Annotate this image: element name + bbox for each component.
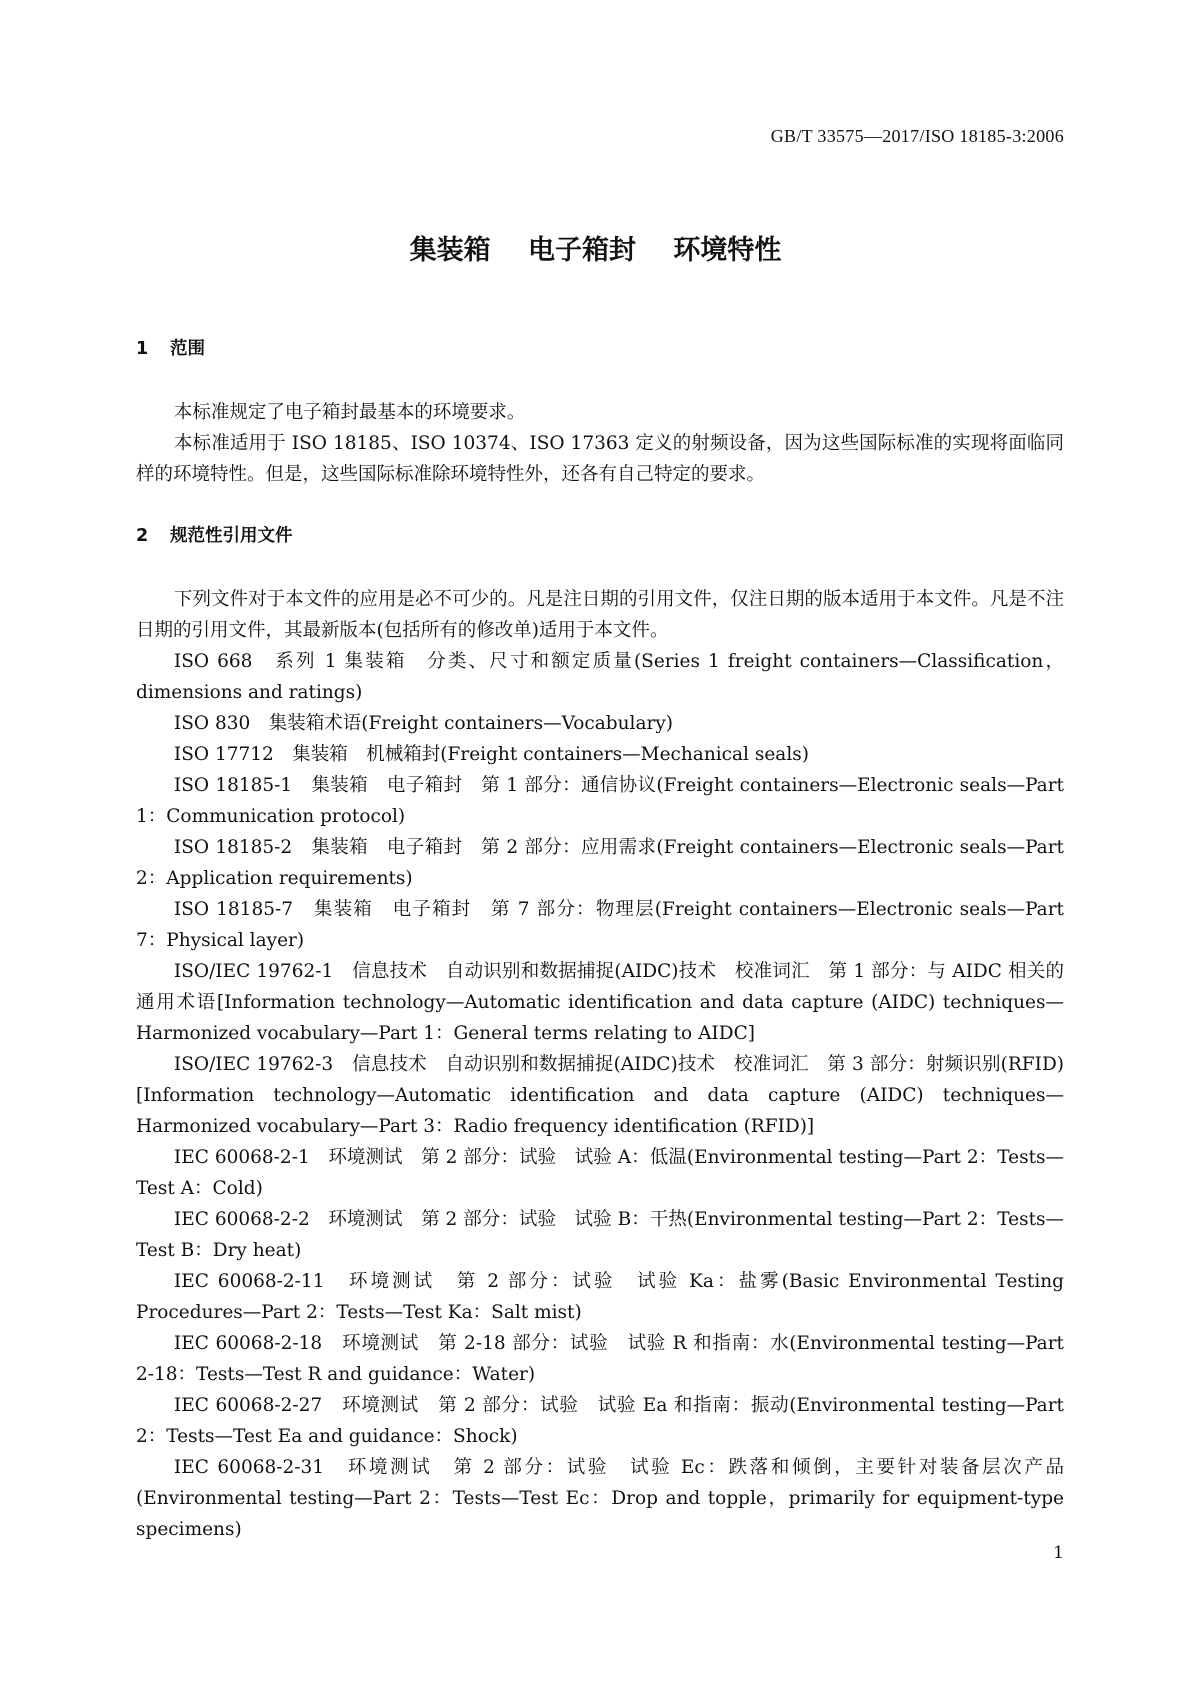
references-body: [136, 584, 1064, 1545]
reference-item: ISO 18185-1 集装箱 电子箱封 第 1 部分：通信协议(Freight containers—Electronic seals—Part 1：Communication protocol): [136, 775, 1064, 827]
section-normative-references: [136, 521, 1064, 552]
section-title: 规范性引用文件: [170, 526, 293, 546]
title-part: 电子箱封: [528, 235, 636, 266]
document-title: [0, 228, 1191, 267]
reference-item: ISO/IEC 19762-1 信息技术 自动识别和数据捕捉(AIDC)技术 校准词汇 第 1 部分：与 AIDC 相关的通用术语[Information technology—Automatic identification and data capture (AIDC) techniques—Harmonized vocabulary—Part 1：General terms relating to AIDC]: [136, 961, 1064, 1044]
reference-item: ISO 17712 集装箱 机械箱封(Freight containers—Mechanical seals): [173, 744, 809, 765]
reference-item: IEC 60068-2-1 环境测试 第 2 部分：试验 试验 A：低温(Environmental testing—Part 2：Tests—Test A：Cold): [136, 1147, 1064, 1199]
reference-item: IEC 60068-2-18 环境测试 第 2-18 部分：试验 试验 R 和指南：水(Environmental testing—Part 2-18：Tests—Test R and guidance：Water): [136, 1333, 1064, 1385]
paragraph: 下列文件对于本文件的应用是必不可少的。凡是注日期的引用文件，仅注日期的版本适用于本文件。凡是不注日期的引用文件，其最新版本(包括所有的修改单)适用于本文件。: [136, 589, 1064, 641]
section-title: 范围: [170, 339, 205, 359]
scope-body: [136, 397, 1064, 490]
page-number: 1: [1053, 1543, 1064, 1563]
title-part: 集装箱: [409, 235, 491, 266]
section-heading: [136, 334, 1064, 365]
reference-item: IEC 60068-2-11 环境测试 第 2 部分：试验 试验 Ka：盐雾(Basic Environmental Testing Procedures—Part 2：Tests—Test Ka：Salt mist): [136, 1271, 1064, 1323]
standard-number-header: GB/T 33575—2017/ISO 18185-3:2006: [770, 126, 1064, 146]
reference-item: ISO 830 集装箱术语(Freight containers—Vocabulary): [173, 713, 673, 734]
title-part: 环境特性: [673, 235, 782, 266]
reference-item: ISO 668 系列 1 集装箱 分类、尺寸和额定质量(Series 1 freight containers—Classification，dimensions and ratings): [136, 651, 1064, 703]
reference-item: IEC 60068-2-2 环境测试 第 2 部分：试验 试验 B：干热(Environmental testing—Part 2：Tests—Test B：Dry heat): [136, 1209, 1064, 1261]
reference-item: IEC 60068-2-31 环境测试 第 2 部分：试验 试验 Ec：跌落和倾倒，主要针对装备层次产品(Environmental testing—Part 2：Tests—Test Ec：Drop and topple，primarily for equipment-type specimens): [136, 1457, 1064, 1540]
section-scope: [136, 334, 1064, 365]
section-heading: [136, 521, 1064, 552]
section-number: 1: [136, 339, 149, 359]
reference-item: ISO 18185-7 集装箱 电子箱封 第 7 部分：物理层(Freight containers—Electronic seals—Part 7：Physical layer): [136, 899, 1064, 951]
reference-item: ISO/IEC 19762-3 信息技术 自动识别和数据捕捉(AIDC)技术 校准词汇 第 3 部分：射频识别(RFID)[Information technology—Automatic identification and data capture (AIDC) techniques—Harmonized vocabulary—Part 3：Radio frequency identification (RFID)]: [136, 1054, 1064, 1137]
reference-item: ISO 18185-2 集装箱 电子箱封 第 2 部分：应用需求(Freight containers—Electronic seals—Part 2：Application requirements): [136, 837, 1064, 889]
section-number: 2: [136, 526, 149, 546]
paragraph: 本标准规定了电子箱封最基本的环境要求。: [173, 402, 526, 423]
reference-item: IEC 60068-2-27 环境测试 第 2 部分：试验 试验 Ea 和指南：振动(Environmental testing—Part 2：Tests—Test Ea and guidance：Shock): [136, 1395, 1064, 1447]
paragraph: 本标准适用于 ISO 18185、ISO 10374、ISO 17363 定义的射频设备，因为这些国际标准的实现将面临同样的环境特性。但是，这些国际标准除环境特性外，还各有自己特定的要求。: [136, 433, 1064, 485]
